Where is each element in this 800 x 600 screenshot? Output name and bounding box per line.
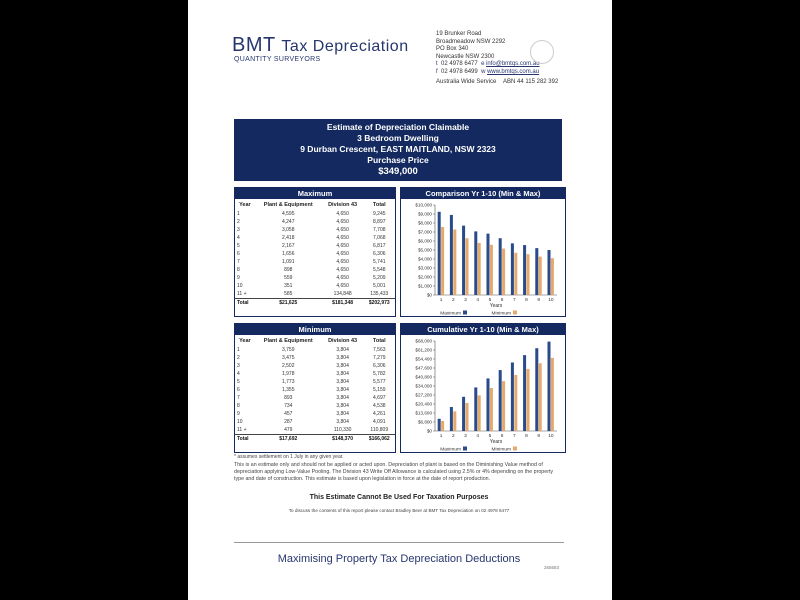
x-tick-label: 6 bbox=[500, 434, 504, 439]
y-tick-label: $54,400 bbox=[415, 356, 432, 362]
bar-minimum-year-7 bbox=[514, 375, 517, 431]
x-tick-label: 7 bbox=[512, 298, 516, 303]
bar-maximum-year-9 bbox=[535, 348, 538, 431]
cumulative-chart-title: Cumulative Yr 1-10 (Min & Max) bbox=[401, 324, 565, 335]
seal-icon bbox=[530, 40, 554, 64]
bar-maximum-year-3 bbox=[462, 226, 465, 295]
table-row: 7 1,091 4,650 5,741 bbox=[237, 259, 386, 265]
bar-minimum-year-8 bbox=[527, 254, 530, 295]
minimum-table: Year Plant & Equipment Division 43 Total 1 3,759 3,804 7,563 2 3,475 3,804 7,279 3 2,502 3,804 6,306 4 1,978 3,804 5,782 5 1,773 3,804 5,577 6 1,355 3,804 5,159 7 893 3,804 4,697 8 734 3,804 4,538 9 457 3,804 4,261 10 287 3,804 4,091 11 + 479 110,330 110,809 Total $17,692 $148,370 $166,062 bbox=[235, 335, 395, 444]
table-row: 9 559 4,650 5,209 bbox=[237, 275, 386, 281]
table-row: 10 351 4,650 5,001 bbox=[237, 283, 386, 289]
table-row: 5 2,167 4,650 6,817 bbox=[237, 243, 386, 249]
x-tick-label: 8 bbox=[525, 434, 528, 439]
document-code: 265683 bbox=[544, 565, 560, 570]
maximum-heading: Maximum bbox=[235, 188, 395, 199]
legend-label: Maximum bbox=[440, 311, 461, 315]
table-row: 1 4,595 4,650 9,245 bbox=[237, 211, 386, 217]
bar-minimum-year-10 bbox=[551, 358, 554, 431]
table-row: 6 1,355 3,804 5,159 bbox=[237, 387, 386, 393]
bar-maximum-year-7 bbox=[511, 362, 514, 431]
x-tick-label: 8 bbox=[525, 298, 528, 303]
comparison-chart-panel bbox=[400, 187, 566, 317]
x-tick-label: 6 bbox=[500, 298, 504, 303]
bar-maximum-year-10 bbox=[547, 342, 550, 431]
table-row: 8 734 3,804 4,538 bbox=[237, 403, 386, 409]
bar-minimum-year-2 bbox=[453, 229, 456, 295]
y-tick-label: $27,200 bbox=[415, 392, 432, 398]
minimum-heading: Minimum bbox=[235, 324, 395, 335]
table-row: 2 4,247 4,650 8,897 bbox=[237, 219, 386, 225]
x-tick-label: 10 bbox=[548, 298, 554, 303]
bar-maximum-year-2 bbox=[450, 407, 453, 431]
y-tick-label: $0 bbox=[426, 292, 432, 298]
legend-label: Minimum bbox=[491, 311, 511, 315]
y-tick-label: $20,400 bbox=[415, 401, 432, 407]
email-link[interactable]: info@bmtqs.com.au bbox=[486, 61, 540, 68]
total-row: Total $21,625 $181,348 $202,973 bbox=[235, 299, 395, 309]
table-row: 4 2,418 4,650 7,068 bbox=[237, 235, 386, 241]
y-tick-label: $6,000 bbox=[417, 238, 432, 244]
table-row: 2 3,475 3,804 7,279 bbox=[237, 355, 386, 361]
y-tick-label: $1,000 bbox=[417, 283, 432, 289]
x-tick-label: 3 bbox=[464, 298, 467, 303]
y-tick-label: $13,600 bbox=[415, 410, 432, 416]
legend-swatch bbox=[463, 447, 467, 451]
document-page bbox=[188, 0, 612, 600]
legend-swatch bbox=[513, 311, 517, 315]
x-tick-label: 5 bbox=[488, 298, 492, 303]
table-row: 7 893 3,804 4,697 bbox=[237, 395, 386, 401]
bar-minimum-year-4 bbox=[478, 395, 481, 431]
table-row: 11 + 479 110,330 110,809 bbox=[237, 427, 389, 433]
divider bbox=[234, 542, 564, 543]
y-tick-label: $47,600 bbox=[415, 365, 432, 371]
y-tick-label: $7,000 bbox=[417, 229, 432, 235]
company-logo: BMT Tax Depreciation bbox=[232, 34, 409, 56]
y-tick-label: $10,000 bbox=[415, 202, 432, 208]
table-row: 8 898 4,650 5,548 bbox=[237, 267, 386, 273]
bar-minimum-year-5 bbox=[490, 245, 493, 295]
x-tick-label: 1 bbox=[439, 434, 443, 439]
bar-maximum-year-7 bbox=[511, 243, 514, 295]
x-tick-label: 1 bbox=[439, 298, 443, 303]
legend-label: Maximum bbox=[440, 447, 461, 451]
bar-maximum-year-1 bbox=[438, 419, 441, 431]
x-tick-label: 10 bbox=[548, 434, 554, 439]
bar-maximum-year-1 bbox=[438, 212, 441, 295]
legend-label: Minimum bbox=[491, 447, 511, 451]
table-row: 3 3,058 4,650 7,708 bbox=[237, 227, 386, 233]
table-row: 4 1,978 3,804 5,782 bbox=[237, 371, 386, 377]
bar-maximum-year-5 bbox=[486, 378, 489, 431]
bar-minimum-year-1 bbox=[441, 227, 444, 295]
bar-minimum-year-6 bbox=[502, 381, 505, 431]
y-tick-label: $9,000 bbox=[417, 211, 432, 217]
bar-minimum-year-4 bbox=[478, 243, 481, 295]
x-tick-label: 2 bbox=[451, 298, 455, 303]
bar-minimum-year-9 bbox=[539, 363, 542, 431]
bar-minimum-year-7 bbox=[514, 253, 517, 295]
bar-maximum-year-6 bbox=[499, 238, 502, 295]
bar-minimum-year-3 bbox=[466, 403, 469, 431]
y-tick-label: $3,000 bbox=[417, 265, 432, 271]
table-row: 6 1,656 4,650 6,306 bbox=[237, 251, 386, 257]
x-tick-label: 9 bbox=[537, 298, 541, 303]
report-title: Estimate of Depreciation Claimable 3 Bedroom Dwelling 9 Durban Crescent, EAST MAITLAND, NSW 2323 Purchase Price $349,000 bbox=[234, 119, 562, 181]
bar-minimum-year-5 bbox=[490, 388, 493, 431]
comparison-chart bbox=[401, 199, 565, 315]
bar-maximum-year-2 bbox=[450, 215, 453, 295]
tagline: Maximising Property Tax Depreciation Deductions bbox=[277, 553, 521, 565]
bar-minimum-year-10 bbox=[551, 258, 554, 295]
y-tick-label: $68,000 bbox=[415, 338, 432, 344]
x-axis-label: Years bbox=[489, 439, 503, 445]
x-tick-label: 4 bbox=[476, 434, 480, 439]
legend-swatch bbox=[463, 311, 467, 315]
legend-swatch bbox=[513, 447, 517, 451]
y-tick-label: $0 bbox=[426, 428, 432, 434]
bar-minimum-year-3 bbox=[466, 238, 469, 295]
x-tick-label: 2 bbox=[451, 434, 455, 439]
tax-warning: This Estimate Cannot Be Used For Taxation Purposes bbox=[309, 494, 489, 501]
minimum-table-panel bbox=[234, 323, 396, 453]
footnote: * assumes settlement on 1 July in any given year. bbox=[234, 454, 344, 460]
bar-maximum-year-9 bbox=[535, 248, 538, 295]
maximum-table: Year Plant & Equipment Division 43 Total 1 4,595 4,650 9,245 2 4,247 4,650 8,897 3 3,058 4,650 7,708 4 2,418 4,650 7,068 5 2,167 4,650 6,817 6 1,656 4,650 6,306 7 1,091 4,650 5,741 8 898 4,650 5,548 9 559 4,650 5,209 10 351 4,650 5,001 11 + 585 134,848 135,433 Total $21,625 $181,348 $202,973 bbox=[235, 199, 395, 308]
x-tick-label: 7 bbox=[512, 434, 516, 439]
contact-note: To discuss the contents of this report please contact Bradley Beer at BMT Tax Depreciation on 02 4978 6477 bbox=[288, 508, 510, 513]
maximum-table-panel bbox=[234, 187, 396, 317]
table-row: 11 + 585 134,848 135,433 bbox=[237, 291, 389, 297]
bar-minimum-year-6 bbox=[502, 249, 505, 295]
x-tick-label: 5 bbox=[488, 434, 492, 439]
y-tick-label: $6,800 bbox=[417, 419, 432, 425]
x-tick-label: 9 bbox=[537, 434, 541, 439]
bar-minimum-year-1 bbox=[441, 421, 444, 431]
y-tick-label: $8,000 bbox=[417, 220, 432, 226]
cumulative-chart bbox=[401, 335, 565, 451]
x-tick-label: 4 bbox=[476, 298, 480, 303]
table-row: 1 3,759 3,804 7,563 bbox=[237, 347, 386, 353]
bar-minimum-year-8 bbox=[527, 369, 530, 431]
bar-maximum-year-3 bbox=[462, 397, 465, 431]
bar-maximum-year-10 bbox=[547, 250, 550, 295]
company-subtitle: QUANTITY SURVEYORS bbox=[234, 56, 321, 63]
bar-maximum-year-8 bbox=[523, 355, 526, 431]
bar-maximum-year-5 bbox=[486, 234, 489, 295]
cumulative-chart-panel bbox=[400, 323, 566, 453]
bar-maximum-year-4 bbox=[474, 231, 477, 295]
website-link[interactable]: www.bmtqs.com.au bbox=[487, 68, 540, 75]
x-tick-label: 3 bbox=[464, 434, 467, 439]
table-row: 3 2,502 3,804 6,306 bbox=[237, 363, 386, 369]
table-row: 10 287 3,804 4,091 bbox=[237, 419, 386, 425]
y-tick-label: $5,000 bbox=[417, 247, 432, 253]
bar-minimum-year-9 bbox=[539, 257, 542, 295]
y-tick-label: $61,200 bbox=[415, 347, 432, 353]
bar-maximum-year-8 bbox=[523, 245, 526, 295]
disclaimer: This is an estimate only and should not be applied or acted upon. Depreciation of plant is based on the Diminishing Value method of depreciation applying Low-Value Pooling. The Division 43 Write Off Allowance is calculated using 2.5% or 4% depending on the property type and date of construction. This estimate is based upon legislation in force at the date of report production. bbox=[234, 462, 554, 482]
x-axis-label: Years bbox=[489, 303, 503, 309]
total-row: Total $17,692 $148,370 $166,062 bbox=[235, 435, 395, 445]
bar-minimum-year-2 bbox=[453, 411, 456, 431]
comparison-chart-title: Comparison Yr 1-10 (Min & Max) bbox=[401, 188, 565, 199]
bar-maximum-year-6 bbox=[499, 370, 502, 431]
table-row: 5 1,773 3,804 5,577 bbox=[237, 379, 386, 385]
y-tick-label: $40,800 bbox=[415, 374, 432, 380]
y-tick-label: $34,000 bbox=[415, 383, 432, 389]
address-block: 19 Brunker Road Broadmeadow NSW 2292 PO Box 340 Newcastle NSW 2300 t 02 4978 6477 e info@bmtqs.com.au f 02 4978 6499 w www.bmtqs.com.au Australia Wide Service ABN 44 115 282 392 bbox=[436, 31, 559, 85]
y-tick-label: $2,000 bbox=[417, 274, 432, 280]
table-row: 9 457 3,804 4,261 bbox=[237, 411, 386, 417]
bar-maximum-year-4 bbox=[474, 387, 477, 431]
y-tick-label: $4,000 bbox=[417, 256, 432, 262]
